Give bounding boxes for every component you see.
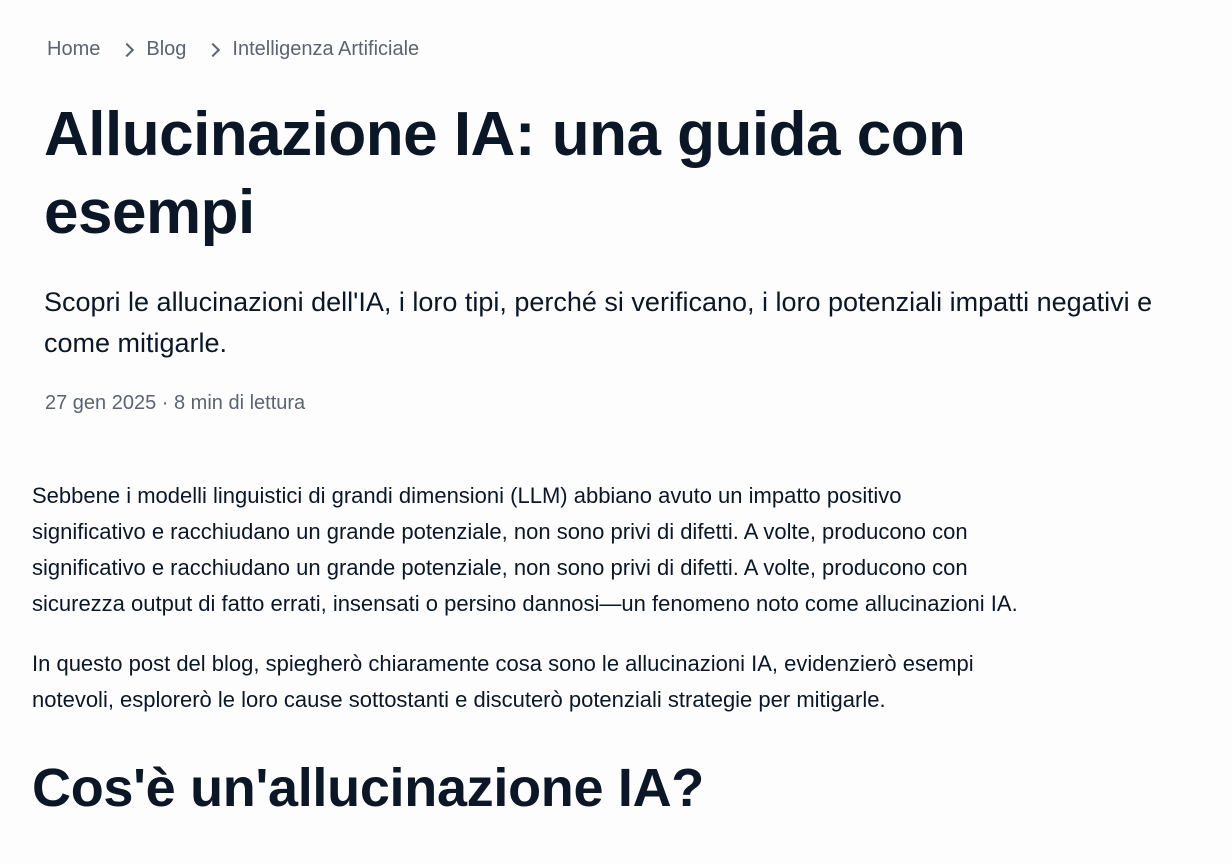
article-meta: 27 gen 2025 · 8 min di lettura <box>45 392 306 414</box>
article-subtitle: Scopri le allucinazioni dell'IA, i loro tipi, perché si verificano, i loro potenziali impatti negativi e come mitigarle. <box>44 287 1153 358</box>
breadcrumb <box>47 38 419 61</box>
paragraph-line: In questo post del blog, spiegherò chiaramente cosa sono le allucinazioni IA, evidenzierò esempi <box>32 651 974 676</box>
paragraph-line: significativo e racchiudano un grande potenziale, non sono privi di difetti. A volte, producono con <box>32 555 968 580</box>
page-title: Allucinazione IA: una guida con esempi <box>44 100 966 247</box>
chevron-right-icon <box>120 42 134 56</box>
paragraph-line: Sebbene i modelli linguistici di grandi dimensioni (LLM) abbiano avuto un impatto positivo <box>32 483 902 508</box>
section-heading: Cos'è un'allucinazione IA? <box>32 758 704 818</box>
breadcrumb-home-link[interactable]: Home <box>47 38 101 60</box>
paragraph-line: significativo e racchiudano un grande potenziale, non sono privi di difetti. A volte, producono con <box>32 519 968 544</box>
chevron-right-icon <box>206 42 220 56</box>
intro-paragraph <box>32 478 1227 622</box>
breadcrumb-category-link[interactable]: Intelligenza Artificiale <box>232 38 420 60</box>
paragraph-line: notevoli, esplorerò le loro cause sottostanti e discuterò potenziali strategie per mitigarle. <box>32 687 886 712</box>
overview-paragraph <box>32 646 1227 718</box>
breadcrumb-blog-link[interactable]: Blog <box>146 38 187 60</box>
paragraph-line: sicurezza output di fatto errati, insensati o persino dannosi—un fenomeno noto come allucinazioni IA. <box>32 591 1018 616</box>
